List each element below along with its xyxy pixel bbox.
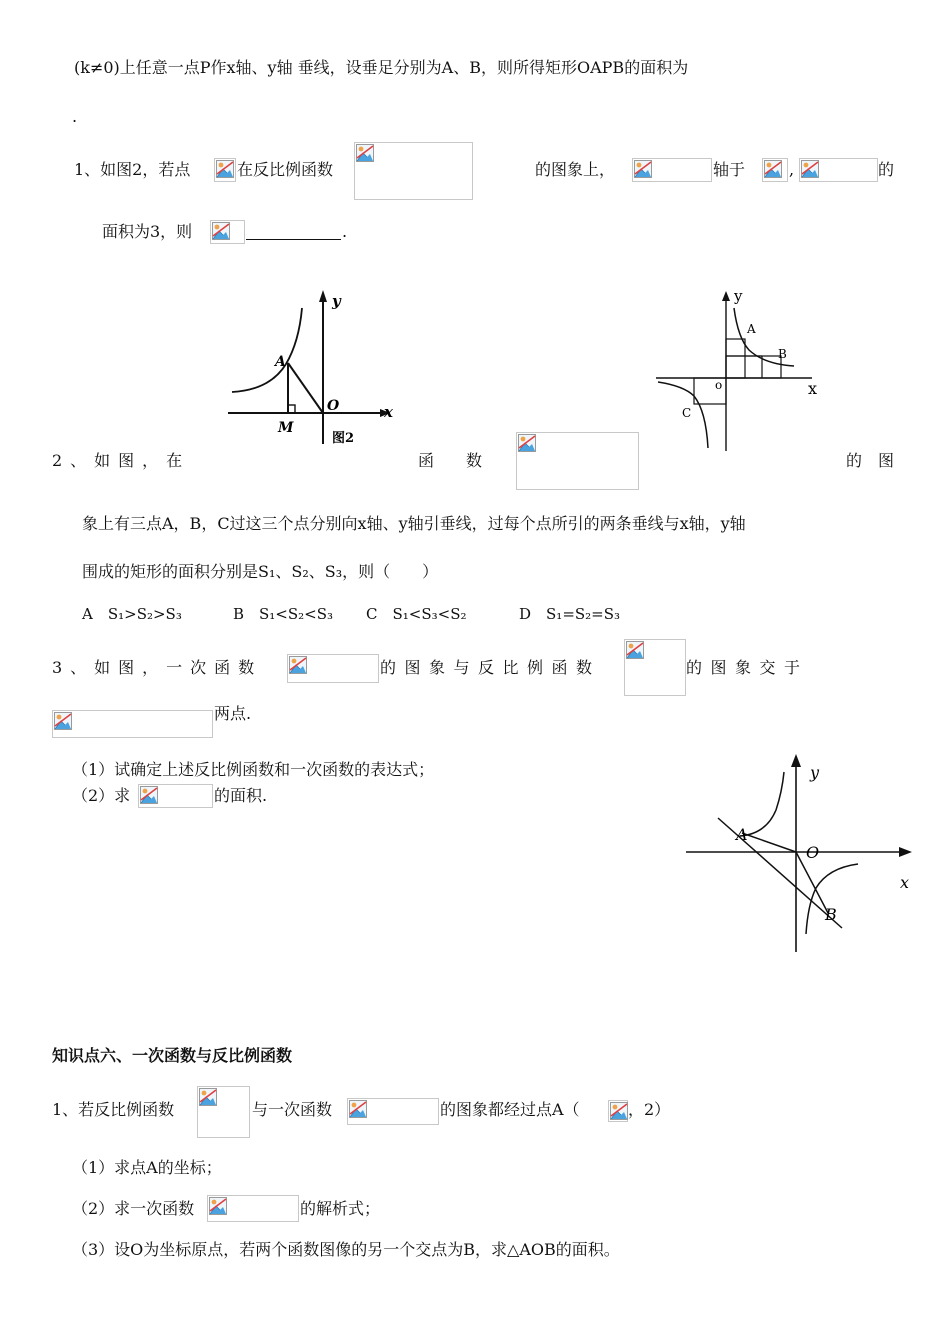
q3-text-1: 3、如图，一次函数 <box>52 658 263 677</box>
q3-text-2: 的图象与反比例函数 <box>380 658 601 677</box>
broken-image-icon <box>626 641 644 659</box>
broken-image-icon <box>216 160 234 178</box>
formula-image-function <box>354 142 473 200</box>
fig-abc-origin-label: o <box>715 378 723 392</box>
figure-3 <box>682 748 922 958</box>
figure-abc <box>654 286 829 456</box>
formula-image-q4-inverse <box>197 1086 250 1138</box>
q4-sub-3: （3）设O为坐标原点，若两个函数图像的另一个交点为B，求△AOB的面积。 <box>72 1240 620 1259</box>
formula-image-perpendicular <box>632 158 712 182</box>
broken-image-icon <box>349 1100 367 1118</box>
fig3-origin-label: O <box>806 843 820 862</box>
formula-image-q4-linear-2 <box>207 1195 299 1222</box>
broken-image-icon <box>356 144 374 162</box>
fig3-y-label: y <box>810 763 820 782</box>
fig2-y-label: y <box>332 292 341 310</box>
q2-option-a: A S₁>S₂>S₃ <box>82 605 182 623</box>
broken-image-icon <box>610 1102 628 1120</box>
formula-image-point-a <box>214 158 236 182</box>
broken-image-icon <box>518 434 536 452</box>
q4-sub-2b: 的解析式； <box>300 1199 381 1218</box>
broken-image-icon <box>54 712 72 730</box>
broken-image-icon <box>199 1088 217 1106</box>
q2-text-2: 函 数 <box>418 451 483 470</box>
formula-image-q2-function <box>516 432 639 490</box>
formula-image-foot <box>762 158 788 182</box>
formula-image-q4-m <box>608 1100 628 1122</box>
fig-abc-point-b: B <box>778 347 787 361</box>
q3-text-3: 的图象交于 <box>686 658 809 677</box>
fig2-caption: 图2 <box>332 431 355 446</box>
figure-2 <box>220 286 400 451</box>
formula-image-q3-inverse <box>624 639 686 696</box>
section-title: 知识点六、一次函数与反比例函数 <box>52 1046 293 1065</box>
q1-text-b: 在反比例函数 <box>237 160 334 179</box>
fig-abc-x-label: x <box>808 379 818 398</box>
q3-sub-2a: （2）求 <box>72 786 131 805</box>
q1-text-h: . <box>342 222 348 241</box>
q1-text-f: 的 <box>878 160 895 179</box>
fig2-point-a: A <box>275 354 286 370</box>
q4-text-3: 的图象都经过点A（ <box>440 1100 580 1119</box>
q4-text-1: 1、若反比例函数 <box>52 1100 175 1119</box>
q1-text-c: 的图象上， <box>535 160 616 179</box>
broken-image-icon <box>140 786 158 804</box>
fig3-point-a: A <box>736 825 748 844</box>
formula-image-q3-points <box>52 710 213 738</box>
fig-abc-point-c: C <box>682 406 692 420</box>
q2-line-2: 象上有三点A，B，C过这三个点分别向x轴、y轴引垂线，过每个点所引的两条垂线与x轴，y轴 <box>82 514 746 533</box>
formula-image-k <box>210 220 245 244</box>
q4-text-4: ，2） <box>628 1100 671 1119</box>
broken-image-icon <box>209 1197 227 1215</box>
q1-text-a: 1、如图2，若点 <box>74 160 191 179</box>
fig-abc-point-a: A <box>747 322 756 336</box>
formula-image-q3-linear <box>287 654 379 683</box>
formula-image-q4-linear <box>347 1098 439 1125</box>
q2-text-1: 2、如图，在 <box>52 451 191 470</box>
q2-line-3: 围成的矩形的面积分别是S₁、S₂、S₃，则（ ） <box>82 562 439 581</box>
q1-text-g: 面积为3，则 <box>102 222 193 241</box>
fig2-x-label: x <box>384 403 393 421</box>
broken-image-icon <box>289 656 307 674</box>
q4-sub-2a: （2）求一次函数 <box>72 1199 195 1218</box>
q2-option-c: C S₁<S₃<S₂ <box>366 605 467 623</box>
q3-line-2: 两点. <box>214 704 252 723</box>
formula-image-triangle <box>799 158 878 182</box>
q2-option-b: B S₁<S₂<S₃ <box>233 605 334 623</box>
q2-option-d: D S₁=S₂=S₃ <box>519 605 621 623</box>
intro-period: . <box>72 107 78 126</box>
q2-text-3: 的 图 <box>846 451 895 470</box>
q3-sub-1: （1）试确定上述反比例函数和一次函数的表达式； <box>72 760 435 779</box>
intro-line: (k≠0)上任意一点P作x轴、y轴 垂线，设垂足分别为A、B，则所得矩形OAPB的面积为 <box>74 58 689 77</box>
q3-sub-2b: 的面积. <box>214 786 268 805</box>
formula-image-q3-triangle <box>138 784 213 808</box>
q1-text-e: , <box>789 160 795 179</box>
fig2-point-m: M <box>278 420 294 436</box>
q4-sub-1: （1）求点A的坐标； <box>72 1158 222 1177</box>
broken-image-icon <box>764 160 782 178</box>
fig3-x-label: x <box>900 873 910 892</box>
q4-text-2: 与一次函数 <box>252 1100 333 1119</box>
broken-image-icon <box>634 160 652 178</box>
fig2-origin-label: O <box>327 398 340 414</box>
broken-image-icon <box>801 160 819 178</box>
fig-abc-y-label: y <box>734 287 743 305</box>
q1-text-d: 轴于 <box>713 160 746 179</box>
broken-image-icon <box>212 222 230 240</box>
fig3-point-b: B <box>825 905 837 924</box>
answer-blank <box>246 239 341 240</box>
